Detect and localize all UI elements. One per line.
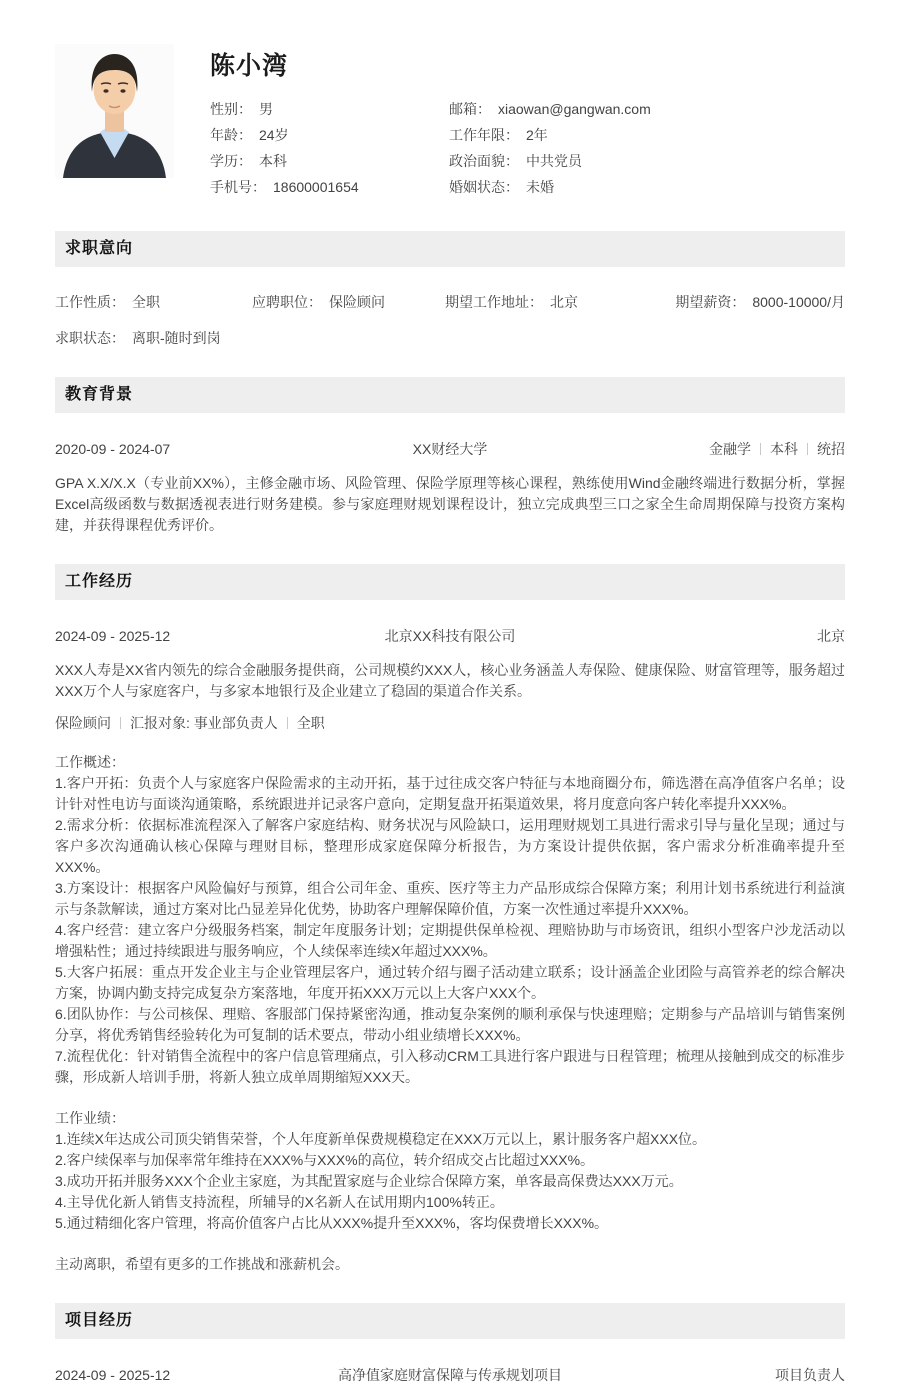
project-row <box>55 1365 845 1386</box>
project-name: 高净值家庭财富保障与传承规划项目 <box>338 1367 562 1383</box>
job-type: 全职 <box>296 715 325 731</box>
field-work-years: 工作年限： 2年 <box>449 127 548 143</box>
work-overview-title: 工作概述： <box>55 754 125 770</box>
project-date-range: 2024-09 - 2025-12 <box>55 1367 171 1383</box>
field-degree: 学历： 本科 <box>210 153 287 169</box>
work-location: 北京 <box>817 628 845 644</box>
field-job-status: 求职状态： 离职-随时到岗 <box>55 330 221 346</box>
work-row <box>55 626 845 647</box>
field-political-status: 政治面貌： 中共党员 <box>449 153 582 169</box>
work-overview-item: 5.大客户拓展：重点开发企业主与企业管理层客户，通过转介绍与圈子活动建立联系；设计涵盖企业团险与高管养老的综合解决方案，协调内勤支持完成复杂方案落地，年度开拓XXX万元以上大客户XXX个。 <box>55 964 845 1001</box>
section-job-intention <box>55 231 845 349</box>
profile-info-left-column <box>210 96 449 200</box>
education-meta <box>645 439 845 460</box>
education-major: 金融学 <box>709 441 751 457</box>
work-overview-item: 2.需求分析：依据标准流程深入了解客户家庭结构、财务状况与风险缺口，运用理财规划工具进行需求引导与量化呈现；通过与客户多次沟通确认核心保障与理财目标，整理形成家庭保障分析报告，为方案设计提供依据，客户需求分析准确率提升至XXX%。 <box>55 817 845 875</box>
separator <box>760 443 761 455</box>
section-title-job-intention: 求职意向 <box>55 231 845 267</box>
field-email: 邮箱： xiaowan@gangwan.com <box>449 101 651 117</box>
field-target-location: 期望工作地址： 北京 <box>445 294 578 310</box>
field-gender: 性别： 男 <box>210 101 273 117</box>
separator <box>120 717 121 729</box>
separator <box>807 443 808 455</box>
education-row <box>55 439 845 460</box>
education-degree: 本科 <box>770 441 798 457</box>
work-overview-item: 6.团队协作：与公司核保、理赔、客服部门保持紧密沟通，推动复杂案例的顺利承保与快速理赔；定期参与产品培训与销售案例分享，将优秀销售经验转化为可复制的话术要点，带动小组业绩增长XXX%。 <box>55 1006 845 1043</box>
profile-info-right-column <box>449 96 845 200</box>
section-title-education: 教育背景 <box>55 377 845 413</box>
project-role: 项目负责人 <box>775 1367 845 1383</box>
school-name: XX财经大学 <box>412 441 488 457</box>
work-date-range: 2024-09 - 2025-12 <box>55 628 171 644</box>
work-achievements <box>55 1108 845 1234</box>
separator <box>287 717 288 729</box>
section-education <box>55 377 845 536</box>
work-achievement-item: 4.主导优化新人销售支持流程，所辅导的X名新人在试用期内100%转正。 <box>55 1194 504 1210</box>
work-achievement-item: 3.成功开拓并服务XXX个企业主家庭，为其配置家庭与企业综合保障方案，单客最高保费达XXX万元。 <box>55 1173 683 1189</box>
job-position: 保险顾问 <box>55 715 111 731</box>
profile-photo <box>55 44 174 178</box>
field-phone: 手机号： 18600001654 <box>210 179 359 195</box>
education-description: GPA X.X/X.X（专业前XX%），主修金融市场、风险管理、保险学原理等核心课程，熟练使用Wind金融终端进行数据分析，掌握Excel高级函数与数据透视表进行财务建模。参与家庭理财规划课程设计，独立完成典型三口之家全生命周期保障与投资方案构建，并获得课程优秀评价。 <box>55 475 845 533</box>
field-target-position: 应聘职位： 保险顾问 <box>252 294 385 310</box>
field-job-type: 工作性质： 全职 <box>55 294 160 310</box>
education-enrollment-type: 统招 <box>817 441 845 457</box>
section-work-experience <box>55 564 845 1275</box>
work-achievements-title: 工作业绩： <box>55 1110 125 1126</box>
company-intro: XXX人寿是XX省内领先的综合金融服务提供商，公司规模约XXX人，核心业务涵盖人寿保险、健康保险、财富管理等，服务超过XXX万个人与家庭客户，与多家本地银行及企业建立了稳固的渠道合作关系。 <box>55 662 845 699</box>
work-achievement-item: 2.客户续保率与加保率常年维持在XXX%与XXX%的高位，转介绍成交占比超过XXX%。 <box>55 1152 595 1168</box>
field-expected-salary: 期望薪资： 8000-10000/月 <box>675 294 845 310</box>
work-overview-item: 4.客户经营：建立客户分级服务档案，制定年度服务计划；定期提供保单检视、理赔协助与市场资讯，组织小型客户沙龙活动以增强粘性；通过持续跟进与服务响应，个人续保率连续X年超过XXX%。 <box>55 922 845 959</box>
education-date-range: 2020-09 - 2024-07 <box>55 441 171 457</box>
section-title-project-experience: 项目经历 <box>55 1303 845 1339</box>
portrait-photo-icon <box>55 44 174 178</box>
job-intention-row <box>55 292 845 313</box>
candidate-name: 陈小湾 <box>210 52 289 80</box>
field-marital-status: 婚姻状态： 未婚 <box>449 179 554 195</box>
work-overview-item: 3.方案设计：根据客户风险偏好与预算，组合公司年金、重疾、医疗等主力产品形成综合保障方案；利用计划书系统进行利益演示与条款解读，通过方案对比凸显差异化优势，协助客户理解保障价值，方案一次性通过率提升XXX%。 <box>55 880 845 917</box>
section-project-experience <box>55 1303 845 1386</box>
work-overview-item: 7.流程优化：针对销售全流程中的客户信息管理痛点，引入移动CRM工具进行客户跟进与日程管理；梳理从接触到成交的标准步骤，形成新人培训手册，将新人独立成单周期缩短XXX天。 <box>55 1048 845 1085</box>
field-age: 年龄： 24岁 <box>210 127 289 143</box>
profile-header <box>55 44 845 200</box>
job-report-to: 汇报对象: 事业部负责人 <box>130 715 278 731</box>
company-name: 北京XX科技有限公司 <box>384 628 516 644</box>
work-achievement-item: 1.连续X年达成公司顶尖销售荣誉，个人年度新单保费规模稳定在XXX万元以上，累计服务客户超XXX位。 <box>55 1131 707 1147</box>
work-overview-item: 1.客户开拓：负责个人与家庭客户保险需求的主动开拓，基于过往成交客户特征与本地商圈分布，筛选潜在高净值客户名单；设计针对性电访与面谈沟通策略，系统跟进并记录客户意向，定期复盘开拓渠道效果，将月度意向客户转化率提升XXX%。 <box>55 775 845 812</box>
leave-reason: 主动离职，希望有更多的工作挑战和涨薪机会。 <box>55 1256 349 1272</box>
profile-info <box>174 44 845 200</box>
work-achievement-item: 5.通过精细化客户管理，将高价值客户占比从XXX%提升至XXX%，客均保费增长XXX%。 <box>55 1215 609 1231</box>
section-title-work-experience: 工作经历 <box>55 564 845 600</box>
job-meta <box>55 713 845 734</box>
work-overview <box>55 752 845 1088</box>
